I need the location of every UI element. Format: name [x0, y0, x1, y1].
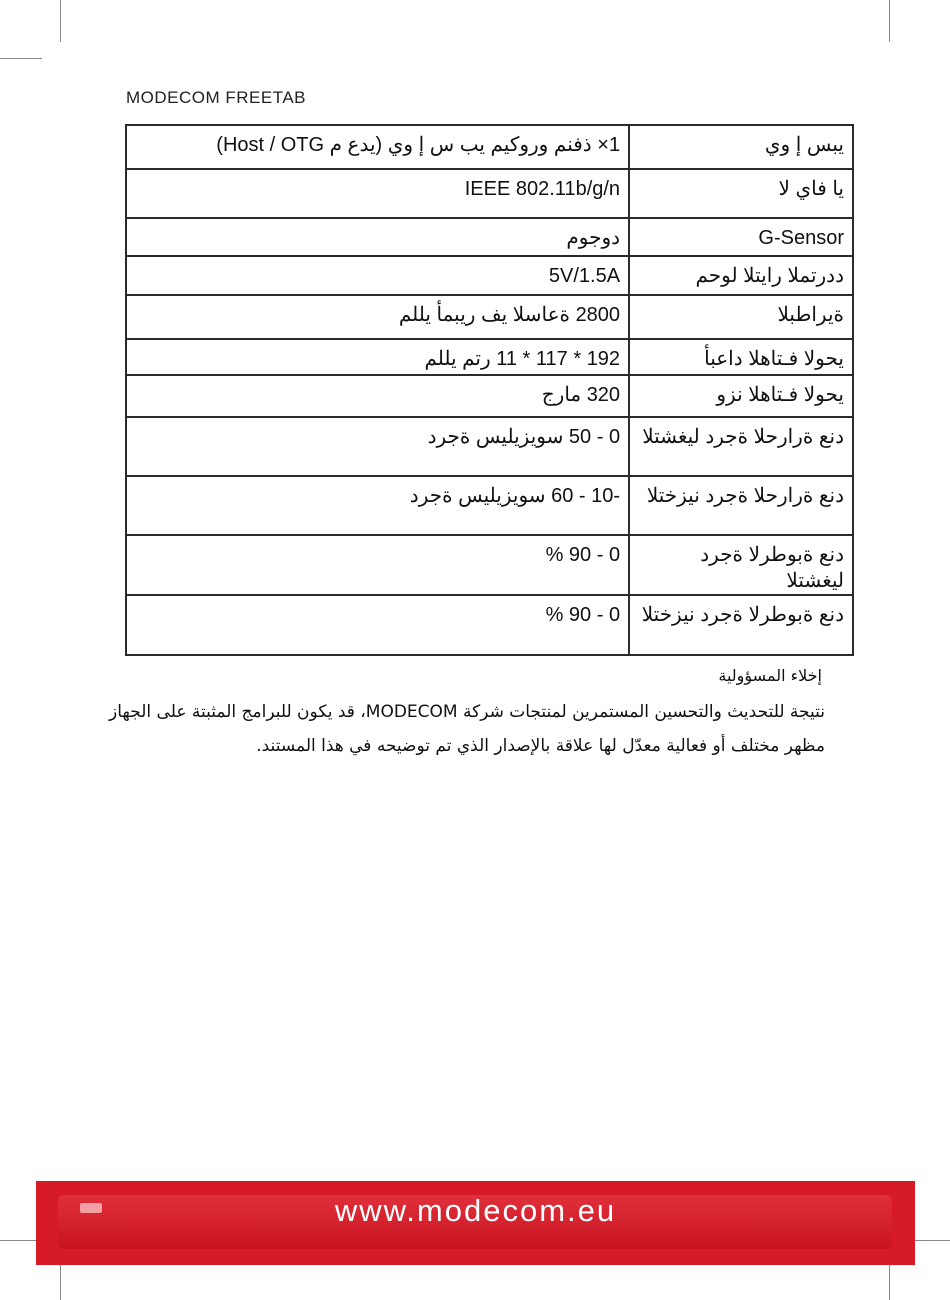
spec-label: يحولا فـتاهلا نزو: [629, 375, 853, 417]
crop-mark: [60, 0, 61, 42]
spec-label: ةيراطبلا: [629, 295, 853, 339]
table-row: [126, 339, 853, 375]
spec-label: يا فاي لا: [629, 169, 853, 218]
spec-value: IEEE 802.11b/g/n: [126, 169, 629, 218]
table-row: [126, 417, 853, 476]
brand-header: MODECOM FREETAB: [126, 88, 307, 107]
spec-value: 192 * 117 * 11 رتم يللم: [126, 339, 629, 375]
spec-label: دنع ةبوطرلا ةجرد نيزختلا: [629, 595, 853, 655]
spec-table: [125, 124, 854, 656]
table-row: [126, 375, 853, 417]
spec-label: يحولا فـتاهلا داعبأ: [629, 339, 853, 375]
footer-url[interactable]: www.modecom.eu: [334, 1193, 617, 1228]
table-row: [126, 256, 853, 295]
disclaimer-body: نتيجة للتحديث والتحسين المستمرين لمنتجات شركة MODECOM، قد يكون للبرامج المثبتة على الجهاز مظهر مختلف أو فعالية معدّل لها علاقة بالإصدار الذي تم توضيحه في هذا المستند.: [109, 702, 825, 756]
table-row: [126, 476, 853, 535]
table-row: [126, 125, 853, 169]
spec-value: 0 - 50 سويزيليس ةجرد: [126, 417, 629, 476]
crop-mark: [0, 58, 42, 59]
spec-label: G-Sensor: [629, 218, 853, 256]
table-row: [126, 535, 853, 595]
spec-value: 2800 ةعاسلا يف ريبمأ يللم: [126, 295, 629, 339]
spec-value: دوجوم: [126, 218, 629, 256]
spec-value: -10 - 60 سويزيليس ةجرد: [126, 476, 629, 535]
spec-label: يبس إ وي: [629, 125, 853, 169]
spec-label: ددرتملا رايتلا لوحم: [629, 256, 853, 295]
spec-value: 5V/1.5A: [126, 256, 629, 295]
spec-label: دنع ةرارحلا ةجرد ليغشتلا: [629, 417, 853, 476]
table-row: [126, 295, 853, 339]
spec-value: 320 مارج: [126, 375, 629, 417]
spec-value: 1× ذفنم وروكيم يب س إ وي (يدع م Host / OTG): [126, 125, 629, 169]
table-row: [126, 218, 853, 256]
disclaimer-title: إخلاء المسؤولية: [718, 666, 822, 685]
footer-banner: [36, 1181, 915, 1265]
spec-value: 0 - 90 %: [126, 595, 629, 655]
spec-value: 0 - 90 %: [126, 535, 629, 595]
spec-label: دنع ةبوطرلا ةجرد ليغشتلا: [629, 535, 853, 595]
spec-label: دنع ةرارحلا ةجرد نيزختلا: [629, 476, 853, 535]
crop-mark: [889, 0, 890, 42]
table-row: [126, 169, 853, 218]
table-row: [126, 595, 853, 655]
